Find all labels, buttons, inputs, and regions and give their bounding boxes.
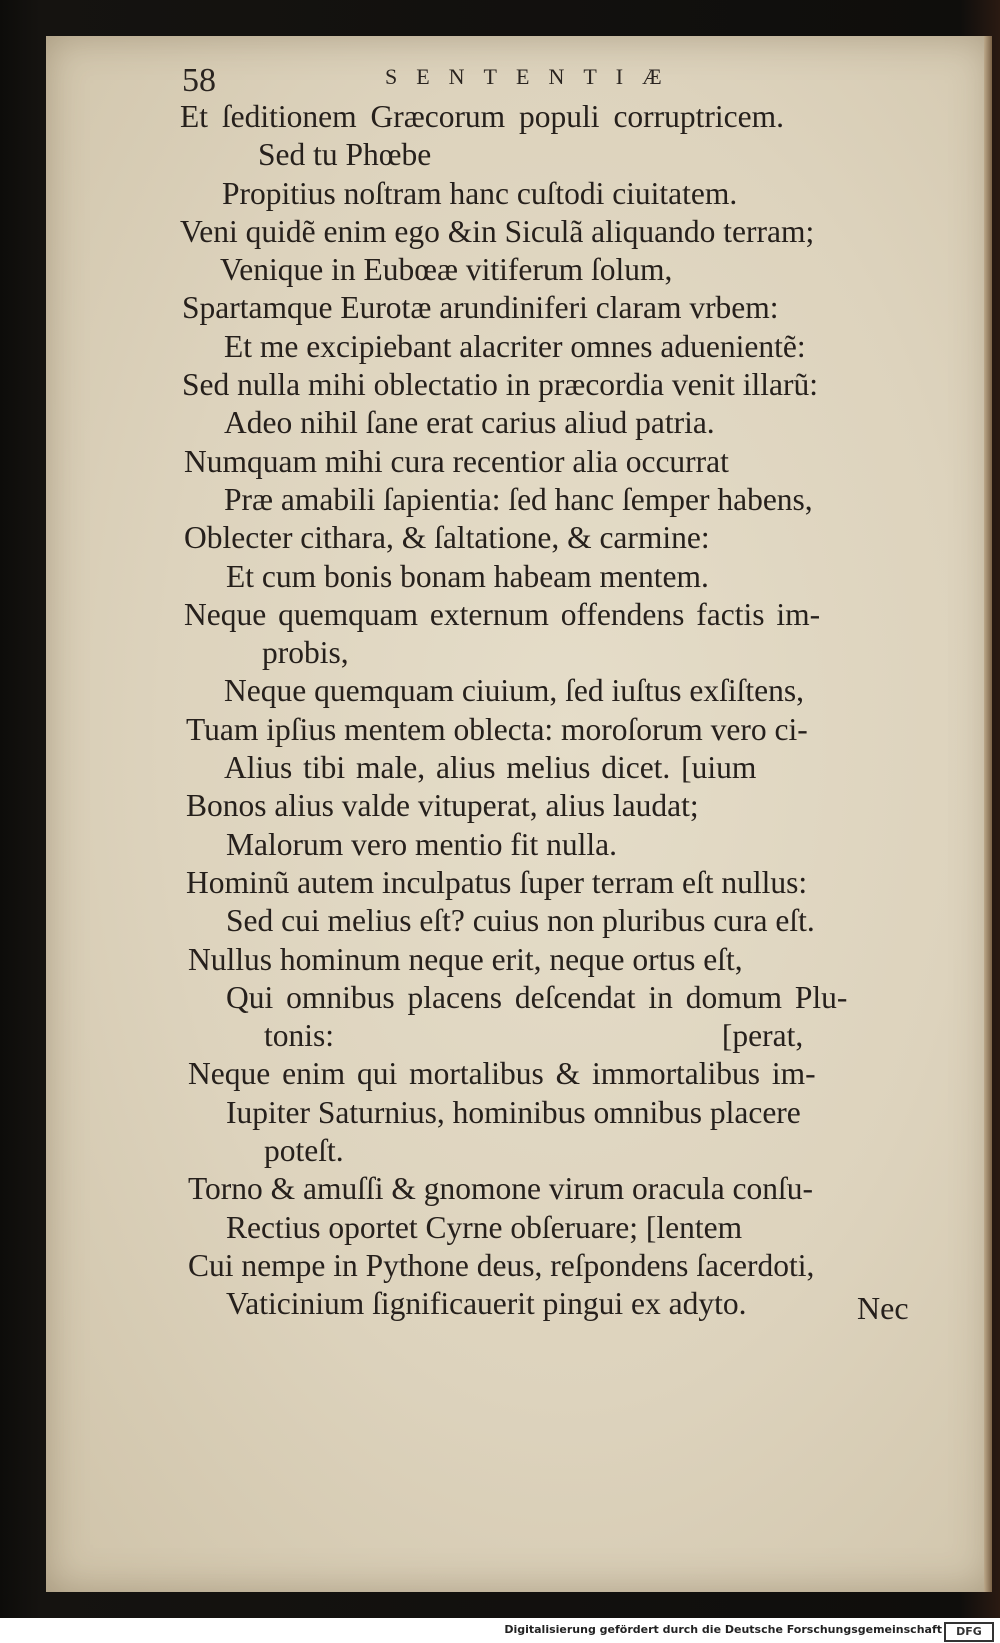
verse-text-block [180, 98, 940, 1324]
page-number: 58 [182, 62, 216, 99]
catchword: Nec [857, 1290, 909, 1326]
text-line: Neque quemquam ciuium, ſed iuſtus exſiſtens, [224, 673, 805, 709]
text-line: Oblecter cithara, & ſaltatione, & carmine: [184, 520, 710, 556]
text-line: Præ amabili ſapientia: ſed hanc ſemper habens, [224, 481, 813, 517]
text-line: Torno & amuſſi & gnomone virum oracula conſu- [188, 1171, 814, 1207]
text-line: probis, [262, 635, 349, 671]
text-line: Et ſeditionem Græcorum populi corruptricem. [180, 99, 784, 134]
text-line: Neque quemquam externum offendens factis im- [184, 596, 821, 632]
text-line: Et cum bonis bonam habeam mentem. [226, 558, 709, 594]
text-line: tonis: [perat, [264, 1018, 804, 1054]
funding-note: Digitalisierung gefördert durch die Deutsche Forschungsgemeinschaft [504, 1623, 942, 1636]
text-line: Tuam ipſius mentem oblecta: moroſorum vero ci- [186, 711, 808, 747]
text-line: Adeo nihil ſane erat carius aliud patria. [224, 405, 715, 441]
page-edge [984, 36, 992, 1592]
text-line: Veni quidẽ enim ego &in Siculã aliquando terram; [180, 213, 815, 249]
text-line: Numquam mihi cura recentior alia occurrat [184, 443, 729, 479]
text-line: Nullus hominum neque erit, neque ortus eſt, [188, 941, 743, 977]
text-line: Et me excipiebant alacriter omnes aduenientẽ: [224, 328, 806, 364]
text-line: Spartamque Eurotæ arundiniferi claram vrbem: [182, 290, 779, 326]
text-line: Rectius oportet Cyrne obſeruare; [lentem [226, 1209, 743, 1245]
text-line: Sed nulla mihi oblectatio in præcordia venit illarũ: [182, 367, 818, 403]
text-line: poteſt. [264, 1133, 344, 1169]
text-line: Iupiter Saturnius, hominibus omnibus placere [226, 1094, 801, 1130]
dfg-logo: DFG [944, 1622, 994, 1642]
text-line: Qui omnibus placens deſcendat in domum Plu- [226, 979, 848, 1015]
text-line: Vaticinium ſignificauerit pingui ex adyto. [226, 1286, 747, 1322]
text-line: Sed tu Phœbe [258, 137, 432, 173]
text-line: Sed cui melius eſt? cuius non pluribus cura eſt. [226, 903, 815, 939]
text-line: Bonos alius valde vituperat, alius laudat; [186, 788, 699, 824]
text-line: Hominũ autem inculpatus ſuper terram eſt nullus: [186, 864, 808, 900]
running-head: SENTENTIÆ [385, 64, 681, 89]
text-line: Cui nempe in Pythone deus, reſpondens ſacerdoti, [188, 1247, 815, 1283]
text-line: Alius tibi male, alius melius dicet. [uium [224, 750, 757, 786]
text-line: Neque enim qui mortalibus & immortalibus im- [188, 1056, 816, 1092]
text-line: Malorum vero mentio fit nulla. [226, 826, 618, 862]
text-line: Propitius noſtram hanc cuſtodi ciuitatem. [222, 175, 738, 211]
text-line: Venique in Eubœæ vitiferum ſolum, [220, 252, 673, 288]
